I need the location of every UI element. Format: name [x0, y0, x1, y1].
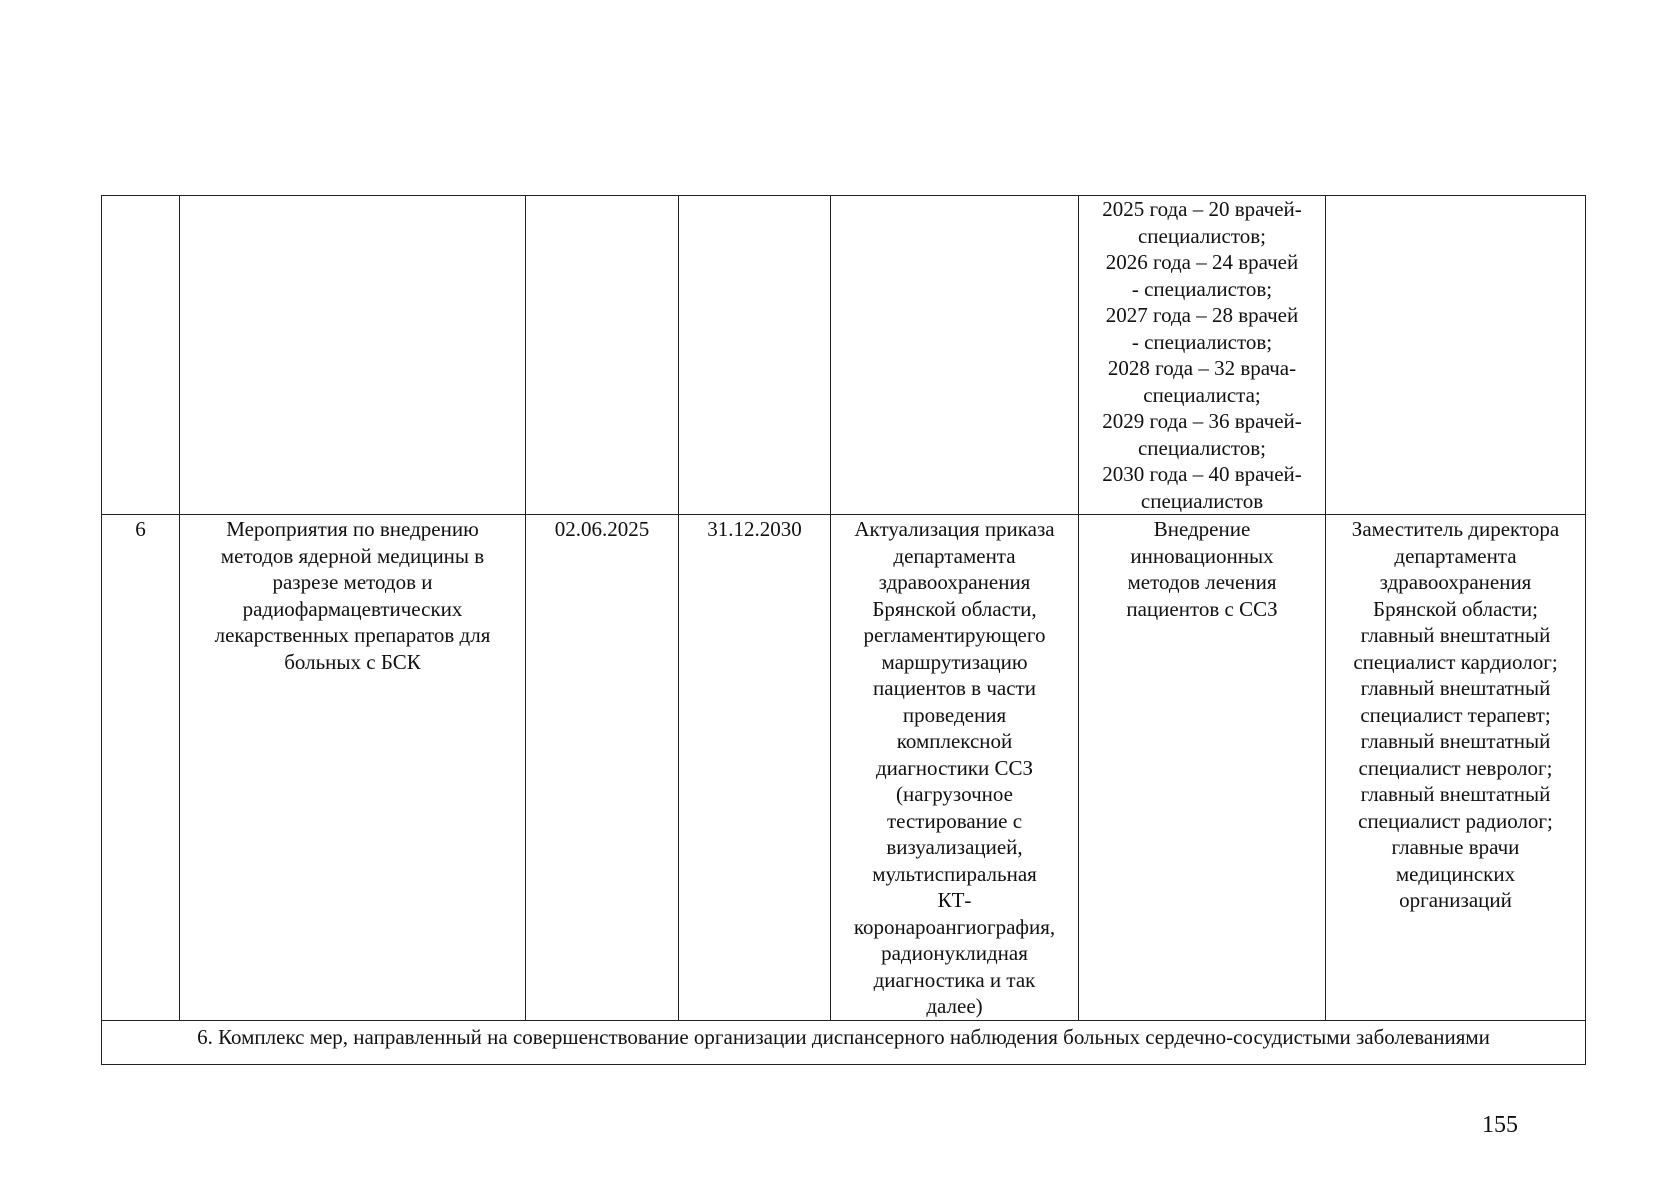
cell-result — [1079, 515, 1326, 1021]
action-line: КТ- — [937, 888, 972, 912]
target-line: 2030 года – 40 врачей- — [1102, 462, 1302, 486]
table-row-continued — [102, 196, 1586, 515]
responsible-line: организаций — [1399, 888, 1512, 912]
action-line: маршрутизацию — [881, 649, 1028, 674]
action-line: регламентирующего — [863, 623, 1046, 647]
measures-table — [101, 195, 1586, 1065]
cell-start-date: 02.06.2025 — [526, 515, 679, 1021]
action-line: коронароангиография, — [853, 914, 1056, 939]
action-line: далее) — [926, 994, 983, 1018]
action-line: департамента — [893, 543, 1016, 568]
cell-number — [102, 196, 180, 515]
target-line: специалистов — [1140, 488, 1264, 513]
responsible-line: специалист радиолог; — [1358, 808, 1553, 833]
target-line: 2028 года – 32 врача- — [1107, 356, 1297, 380]
responsible-line: Брянской области; — [1373, 596, 1538, 621]
cell-targets — [1079, 196, 1326, 515]
event-line: методов ядерной медицины в — [220, 543, 485, 568]
table-row-section-heading — [102, 1021, 1586, 1065]
target-line: 2025 года – 20 врачей- — [1102, 197, 1302, 221]
responsible-line: главный внештатный — [1360, 623, 1551, 647]
responsible-line: главный внештатный — [1360, 676, 1551, 700]
target-line: специалистов; — [1137, 435, 1267, 460]
target-line: специалиста; — [1143, 382, 1261, 407]
event-line: лекарственных препаратов для — [214, 623, 491, 647]
cell-action — [831, 515, 1079, 1021]
cell-event — [180, 515, 526, 1021]
target-line: специалистов; — [1137, 223, 1267, 248]
table-row-6 — [102, 515, 1586, 1021]
event-line: разрезе методов и — [272, 570, 433, 594]
responsible-line: медицинских — [1395, 861, 1516, 886]
action-line: Актуализация приказа — [854, 517, 1055, 541]
result-line: инновационных — [1130, 543, 1274, 568]
cell-end-date: 31.12.2030 — [679, 515, 831, 1021]
target-line: 2026 года – 24 врачей — [1105, 250, 1299, 274]
responsible-line: специалист невролог; — [1358, 755, 1553, 780]
responsible-line: специалист кардиолог; — [1353, 649, 1558, 674]
action-line: пациентов в части — [873, 676, 1036, 700]
page-number: 155 — [1482, 1112, 1518, 1138]
responsible-line: здравоохранения — [1379, 570, 1532, 594]
responsible-line: специалист терапевт; — [1360, 702, 1551, 727]
responsible-line: Заместитель директора — [1351, 517, 1560, 541]
responsible-line: департамента — [1394, 543, 1517, 568]
responsible-line: главный внештатный — [1360, 729, 1551, 753]
target-line: 2029 года – 36 врачей- — [1102, 409, 1302, 433]
action-line: радионуклидная — [881, 941, 1028, 965]
target-line: - специалистов; — [1131, 276, 1273, 301]
result-line: пациентов с ССЗ — [1126, 596, 1278, 621]
cell-number: 6 — [102, 515, 180, 1021]
result-line: методов лечения — [1127, 570, 1277, 594]
action-line: здравоохранения — [878, 570, 1031, 594]
action-line: Брянской области, — [872, 596, 1037, 621]
section-heading: 6. Комплекс мер, направленный на совершенствование организации диспансерного наблюдения больных сердечно-сосудистыми заболеваниями — [102, 1021, 1586, 1065]
action-line: диагностика и так — [873, 967, 1036, 992]
event-line: больных с БСК — [284, 649, 421, 674]
cell-start-date — [526, 196, 679, 515]
event-line: Мероприятия по внедрению — [226, 517, 479, 541]
target-line: - специалистов; — [1131, 329, 1273, 354]
action-line: визуализацией, — [886, 835, 1023, 859]
action-line: тестирование с — [886, 808, 1023, 833]
cell-responsible — [1326, 515, 1586, 1021]
action-line: (нагрузочное — [896, 782, 1013, 806]
action-line: мультиспиральная — [872, 861, 1037, 886]
action-line: комплексной — [896, 729, 1013, 753]
cell-event — [180, 196, 526, 515]
responsible-line: главные врачи — [1391, 835, 1520, 859]
cell-responsible — [1326, 196, 1586, 515]
cell-end-date — [679, 196, 831, 515]
event-line: радиофармацевтических — [242, 596, 463, 621]
action-line: диагностики ССЗ — [875, 755, 1034, 780]
action-line: проведения — [902, 702, 1007, 727]
responsible-line: главный внештатный — [1360, 782, 1551, 806]
target-line: 2027 года – 28 врачей — [1105, 303, 1299, 327]
result-line: Внедрение — [1153, 517, 1251, 541]
cell-action — [831, 196, 1079, 515]
